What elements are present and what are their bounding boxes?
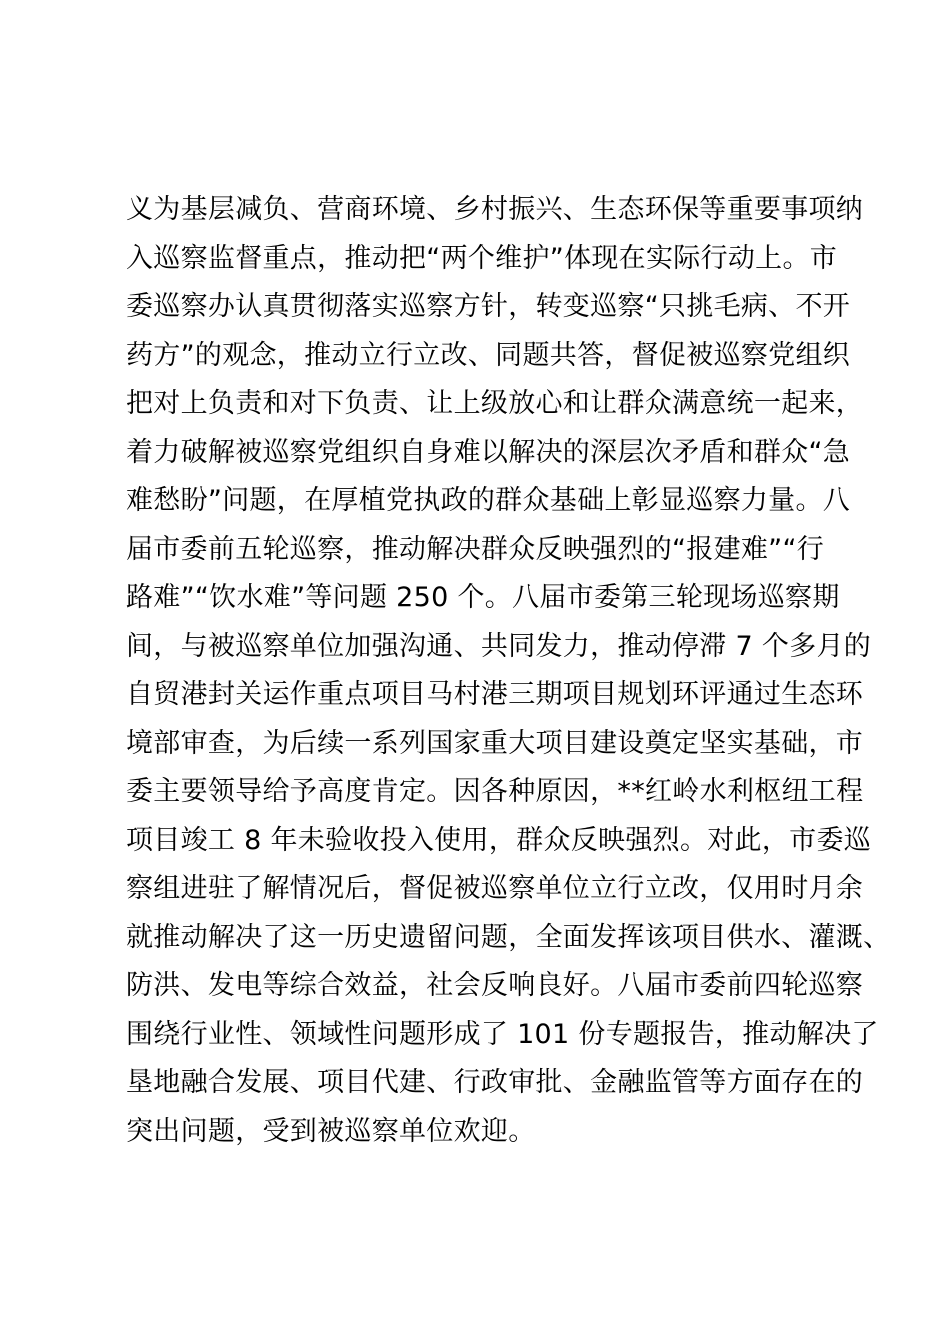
paragraph-line: 路难”“饮水难”等问题 250 个。八届市委第三轮现场巡察期 (126, 582, 840, 613)
paragraph-line: 就推动解决了这一历史遗留问题，全面发挥该项目供水、灌溉、 (126, 921, 891, 953)
paragraph-line: 把对上负责和对下负责、让上级放心和让群众满意统一起来， (126, 388, 864, 419)
paragraph-line: 项目竣工 8 年未验收投入使用，群众反映强烈。对此，市委巡 (126, 824, 872, 856)
paragraph-line: 着力破解被巡察党组织自身难以解决的深层次矛盾和群众“急 (126, 436, 851, 468)
paragraph-line: 委巡察办认真贯彻落实巡察方针，转变巡察“只挑毛病、不开 (126, 291, 851, 322)
body-paragraph (126, 186, 891, 1156)
paragraph-line: 委主要领导给予高度肯定。因各种原因，**红岭水利枢纽工程 (126, 776, 864, 807)
paragraph-line: 察组进驻了解情况后，督促被巡察单位立行立改，仅用时月余 (126, 873, 864, 904)
paragraph-line: 垦地融合发展、项目代建、行政审批、金融监管等方面存在的 (126, 1067, 864, 1098)
paragraph-line: 自贸港封关运作重点项目马村港三期项目规划环评通过生态环 (126, 679, 864, 710)
paragraph-line: 突出问题，受到被巡察单位欢迎。 (126, 1115, 536, 1147)
paragraph-line: 义为基层减负、营商环境、乡村振兴、生态环保等重要事项纳 (126, 194, 864, 225)
paragraph-line: 境部审查，为后续一系列国家重大项目建设奠定坚实基础，市 (126, 727, 864, 759)
paragraph-line: 防洪、发电等综合效益，社会反响良好。八届市委前四轮巡察 (126, 970, 864, 1001)
paragraph-line: 间，与被巡察单位加强沟通、共同发力，推动停滞 7 个多月的 (126, 630, 872, 662)
paragraph-line: 入巡察监督重点，推动把“两个维护”体现在实际行动上。市 (126, 242, 838, 274)
paragraph-line: 难愁盼”问题，在厚植党执政的群众基础上彰显巡察力量。八 (126, 485, 851, 516)
paragraph-line: 届市委前五轮巡察，推动解决群众反映强烈的“报建难”“行 (126, 533, 825, 565)
paragraph-line: 药方”的观念，推动立行立改、同题共答，督促被巡察党组织 (126, 339, 851, 371)
paragraph-line: 围绕行业性、领域性问题形成了 101 份专题报告，推动解决了 (126, 1018, 879, 1050)
